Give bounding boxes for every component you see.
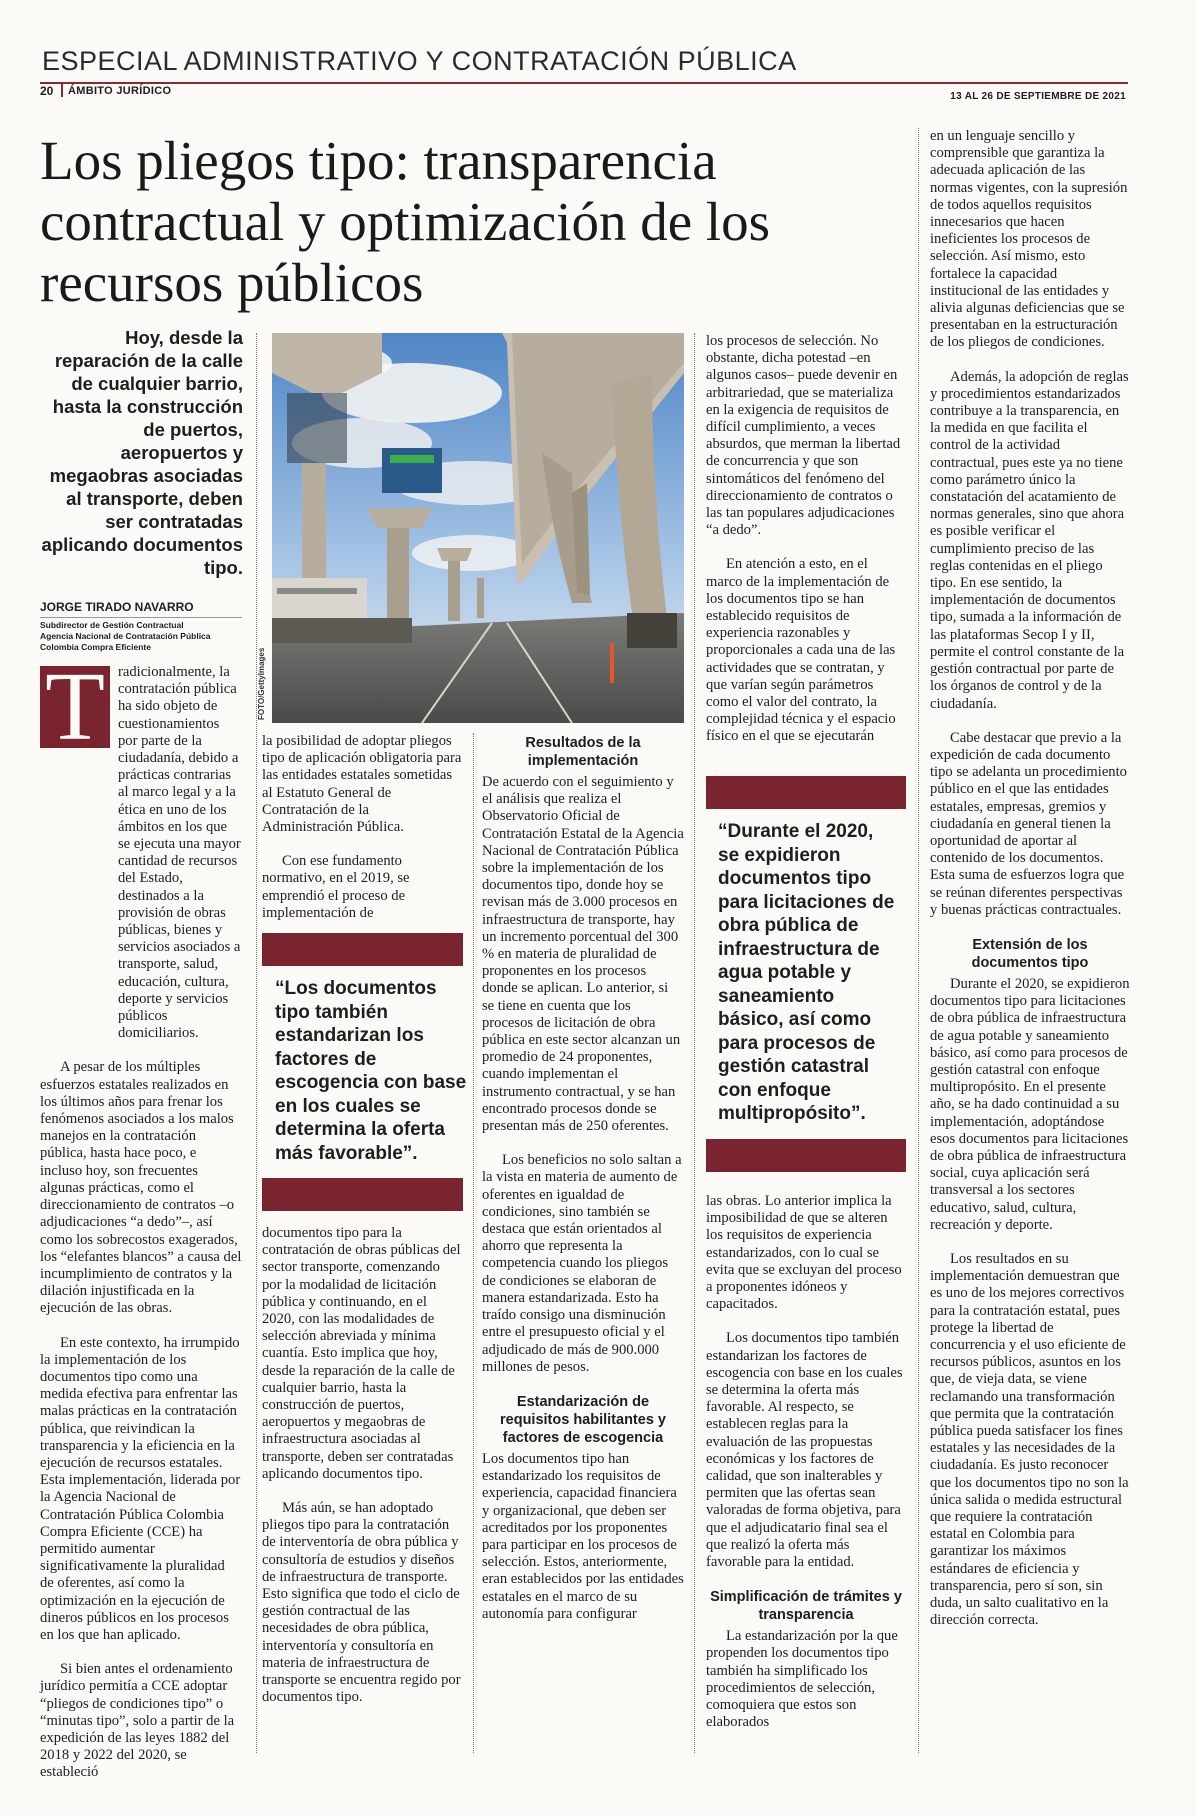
author-role: Subdirector de Gestión Contractual [40,620,184,630]
section-subhead: Extensión de los documentos tipo [971,936,1089,971]
column-separator [694,333,695,1753]
paragraph: Los resultados en su implementación demuestran que es uno de los mejores correctivos para la contratación estatal, pues protege la libertad de concurrencia y el uso eficiente de recursos públicos, asuntos en los que, de vieja data, se viene reclamando una transformación que permita que la contratación pública pueda satisfacer los fines estatales y las necesidades de la ciudadanía. Es justo reconocer que los documentos tipo no son la única salida o medida estructural que requiere la contratación estatal en Colombia para garantizar los máximos estándares de eficiencia y transparencia, pero sí son, sin duda, un salto cualitativo en la dirección correcta. [930,1250,1129,1629]
author-credit [40,620,242,653]
page-number: 20 [40,84,54,98]
column-5 [930,128,1130,1646]
column-2-continued [262,1225,462,1723]
publication-divider [61,83,63,97]
issue-date: 13 AL 26 DE SEPTIEMBRE DE 2021 [950,91,1126,102]
paragraph [40,664,242,1042]
author-rule [40,617,242,618]
paragraph: En este contexto, ha irrumpido la implementación de los documentos tipo como una medida efectiva para enfrentar las malas prácticas en la contratación pública, que reivindican la transparencia y la eficiencia en la ejecución de recursos estatales. Esta implementación, liderada por la Agencia Nacional de Contratación Pública Colombia Compra Eficiente (CCE) ha permitido aumentar significativamente la pluralidad de oferentes, así como la optimización en la ejecución de dineros públicos en los procesos en los que han aplicado. [40,1334,241,1643]
paragraph: De acuerdo con el seguimiento y el análisis que realiza el Observatorio Oficial de Contratación Estatal de la Agencia Nacional de Contratación Pública sobre la implementación de los documentos tipo, donde hoy se revisan más de 3.000 procesos en infraestructura de transporte, hay un incremento porcentual del 300 % en materia de pluralidad de proponentes en los procesos donde se aplican. Lo anterior, si se tiene en cuenta que los procesos de licitación de obra pública en este sector alcanzan un promedio de 24 proponentes, cuando implementan el instrumento contractual, y se han encontrado procesos donde se presentan más de 250 oferentes. [482,774,684,1135]
paragraph: Si bien antes el ordenamiento jurídico permitía a CCE adoptar “pliegos de condiciones tipo” o “minutas tipo”, solo a partir de la expedición de las leyes 1882 del 2018 y 2022 del 2020, se estableció [40,1661,235,1781]
paragraph: Los documentos tipo también estandarizan los factores de escogencia con base en los cuales se determina la oferta más favorable. Al respecto, se establecen reglas para la evaluación de las propuestas económicas y los factores de calidad, que son inalterables y permiten que las ofertas sean valoradas de forma objetiva, para que el adjudicatario final sea el que realizó la oferta más favorable para la entidad. [706,1330,903,1571]
quote-bar-bottom [706,1139,906,1172]
paragraph: documentos tipo para la contratación de obras públicas del sector transporte, comenzando por la modalidad de licitación pública y continuando, en el 2020, con las modalidades de selección abreviada y mínima cuantía. Esto implica que hoy, desde la reparación de la calle de cualquier barrio, hasta la construcción de puertos, aeropuertos y megaobras de infraestructura asociadas al transporte, deben ser contratadas aplicando documentos tipo. [262,1225,461,1482]
section-subhead: Resultados de la implementación [525,735,641,769]
paragraph: Más aún, se han adoptado pliegos tipo para la contratación de interventoría de obra pública y consultoría de estudios y diseños de infraestructura de transporte. Esto significa que todo el ciclo de gestión contractual de las necesidades de obra pública, interventoría y consultoría en materia de infraestructura de transporte se encuentra regido por documentos tipo. [262,1500,461,1706]
pull-quote: “Los documentos tipo también estandarizan los factores de escogencia con base en los cuales se determina la oferta más favorable”. [275,978,467,1164]
paragraph: A pesar de los múltiples esfuerzos estatales realizados en los últimos años para frenar los fenómenos asociados a los malos manejos en la contratación pública, hasta hace poco, e incluso hoy, son frecuentes algunas prácticas, como el direccionamiento de contratos –o adjudicaciones “a dedo”–, así como los sobrecostos exagerados, los “elefantes blancos” a causa del incumplimiento de contratos y la dilación injustificada en la ejecución de las obras. [40,1059,242,1317]
paragraph: Los documentos tipo han estandarizado los requisitos de experiencia, capacidad financiera y organizacional, que deben ser acreditados por los proponentes para participar en los procesos de selección. Estos, anteriormente, eran establecidos por las entidades estatales en el marco de su autonomía para configurar [482,1450,684,1622]
publication-name: ÁMBITO JURÍDICO [68,85,172,97]
author-org-secondary: Colombia Compra Eficiente [40,642,151,652]
paragraph: los procesos de selección. No obstante, dicha potestad –en algunos casos– puede devenir en arbitrariedad, que se materializa en la exigencia de requisitos de difícil cumplimiento, a veces absurdos, que merman la libertad de concurrencia y que son sintomáticos del fenómeno del direccionamiento de contratos o las tan populares adjudicaciones “a dedo”. [706,333,901,539]
paragraph: en un lenguaje sencillo y comprensible que garantiza la adecuada aplicación de las normas vigentes, con la supresión de todos aquellos requisitos innecesarios que hacen ineficientes los procesos de selección. Así mismo, esto fortalece la capacidad institucional de las entidades y alivia algunas deficiencias que se presentaban en la estructuración de los pliegos de condiciones. [930,128,1128,351]
paragraph: En atención a esto, en el marco de la implementación de los documentos tipo se han establecido requisitos de experiencia razonables y proporcionales a cada una de las actividades que se contratan, y que varían según parámetros como el valor del contrato, la complejidad técnica y el espacio físico en el que se ejecutarán [706,556,896,745]
paragraph: Durante el 2020, se expidieron documentos tipo para licitaciones de obra pública de infraestructura de agua potable y saneamiento básico, así como para procesos de gestión catastral con enfoque multipropósito. En el presente año, se ha dado continuidad a su implementación, adoptándose esos documentos para licitaciones de obra pública de infraestructura social, cuya aplicación será transversal a los sectores educativo, salud, cultura, recreación y deporte. [930,975,1130,1233]
section-subhead: Estandarización de requisitos habilitantes y factores de escogencia [500,1393,666,1446]
author-org: Agencia Nacional de Contratación Pública [40,631,211,641]
article-title: Los pliegos tipo: transparencia contractual y optimización de los recursos públicos [40,130,771,313]
drop-cap: T [40,666,110,748]
paragraph: Los beneficios no solo saltan a la vista en materia de aumento de oferentes en igualdad de condiciones, sino también se destaca que están orientados al ahorro que representa la competencia cuando los pliegos de condiciones se elaboran de manera estandarizada. Esto ha traído consigo una disminución entre el presupuesto oficial y el adjudicado de más de 900.000 millones de pesos. [482,1152,682,1375]
pull-quote: “Durante el 2020, se expidieron documentos tipo para licitaciones de obra pública de infraestructura de agua potable y saneamiento básico, así como para procesos de gestión catastral con enfoque multipropósito”. [718,821,895,1124]
column-separator [918,128,919,1753]
header-rule [40,82,1128,84]
paragraph: Con ese fundamento normativo, en el 2019, se emprendió el proceso de implementación de [262,853,410,921]
paragraph: Además, la adopción de reglas y procedimientos estandarizados contribuye a la transparencia, en la medida en que facilita el control de la actividad contractual, pues este ya no tiene como parámetro único la constatación del acatamiento de normas generales, sino que ahora es posible verificar el cumplimiento preciso de las reglas contenidas en el pliego tipo. En ese sentido, la implementación de documentos tipo, sumada a la información de las plataformas Secop I y II, permite el control constante de la gestión contractual por parte de los órganos de control y de la ciudadanía. [930,368,1129,712]
highway-construction-image [272,333,684,723]
section-subhead: Simplificación de trámites y transparencia [710,1589,902,1624]
paragraph-text: radicionalmente, la contratación pública ha sido objeto de cuestionamientos por parte de la ciudadanía, debido a prácticas contrarias al marco legal y a la ética en uno de los ámbitos en los que se ejecuta una mayor cantidad de recursos del Estado, destinados a la provisión de obras públicas, bienes y servicios asociados a transporte, salud, educación, cultura, deporte y servicios públicos domiciliarios. [118,664,241,1042]
column-3 [482,734,684,1640]
article-lede: Hoy, desde la reparación de la calle de cualquier barrio, hasta la construcción de puertos, aeropuertos y megaobras asociadas al transporte, deben ser contratadas aplicando documentos tipo. [41,327,243,578]
column-4 [706,333,906,763]
quote-bar-top [262,933,463,966]
section-header: ESPECIAL ADMINISTRATIVO Y CONTRATACIÓN PÚBLICA [42,46,797,76]
photo-credit: FOTO/GettyImages [257,647,266,720]
quote-bar-bottom [262,1178,463,1211]
article-photo [272,333,684,723]
author-name: JORGE TIRADO NAVARRO [40,600,194,614]
column-separator [473,733,474,1753]
paragraph: La estandarización por la que propenden los documentos tipo también ha simplificado los procedimientos de selección, comoquiera que estos son elaborados [706,1628,898,1731]
column-2 [262,733,462,939]
column-separator [256,333,257,1753]
column-1 [40,664,242,1799]
paragraph: la posibilidad de adoptar pliegos tipo de aplicación obligatoria para las entidades estatales sometidas al Estatuto General de Contratación de la Administración Pública. [262,733,462,836]
quote-bar-top [706,776,906,809]
paragraph: Cabe destacar que previo a la expedición de cada documento tipo se adelanta un procedimiento público en el que las entidades estatales, empresas, gremios y ciudadanía en general tienen la oportunidad de aportar al contenido de los documentos. Esta suma de esfuerzos logra que se reúnan diferentes perspectivas y buenas prácticas contractuales. [930,729,1127,918]
paragraph: las obras. Lo anterior implica la imposibilidad de que se alteren los requisitos de experiencia estandarizados, con lo cual se evita que se excluyan del proceso a proponentes idóneos y capacitados. [706,1193,902,1313]
column-4-continued [706,1193,906,1748]
